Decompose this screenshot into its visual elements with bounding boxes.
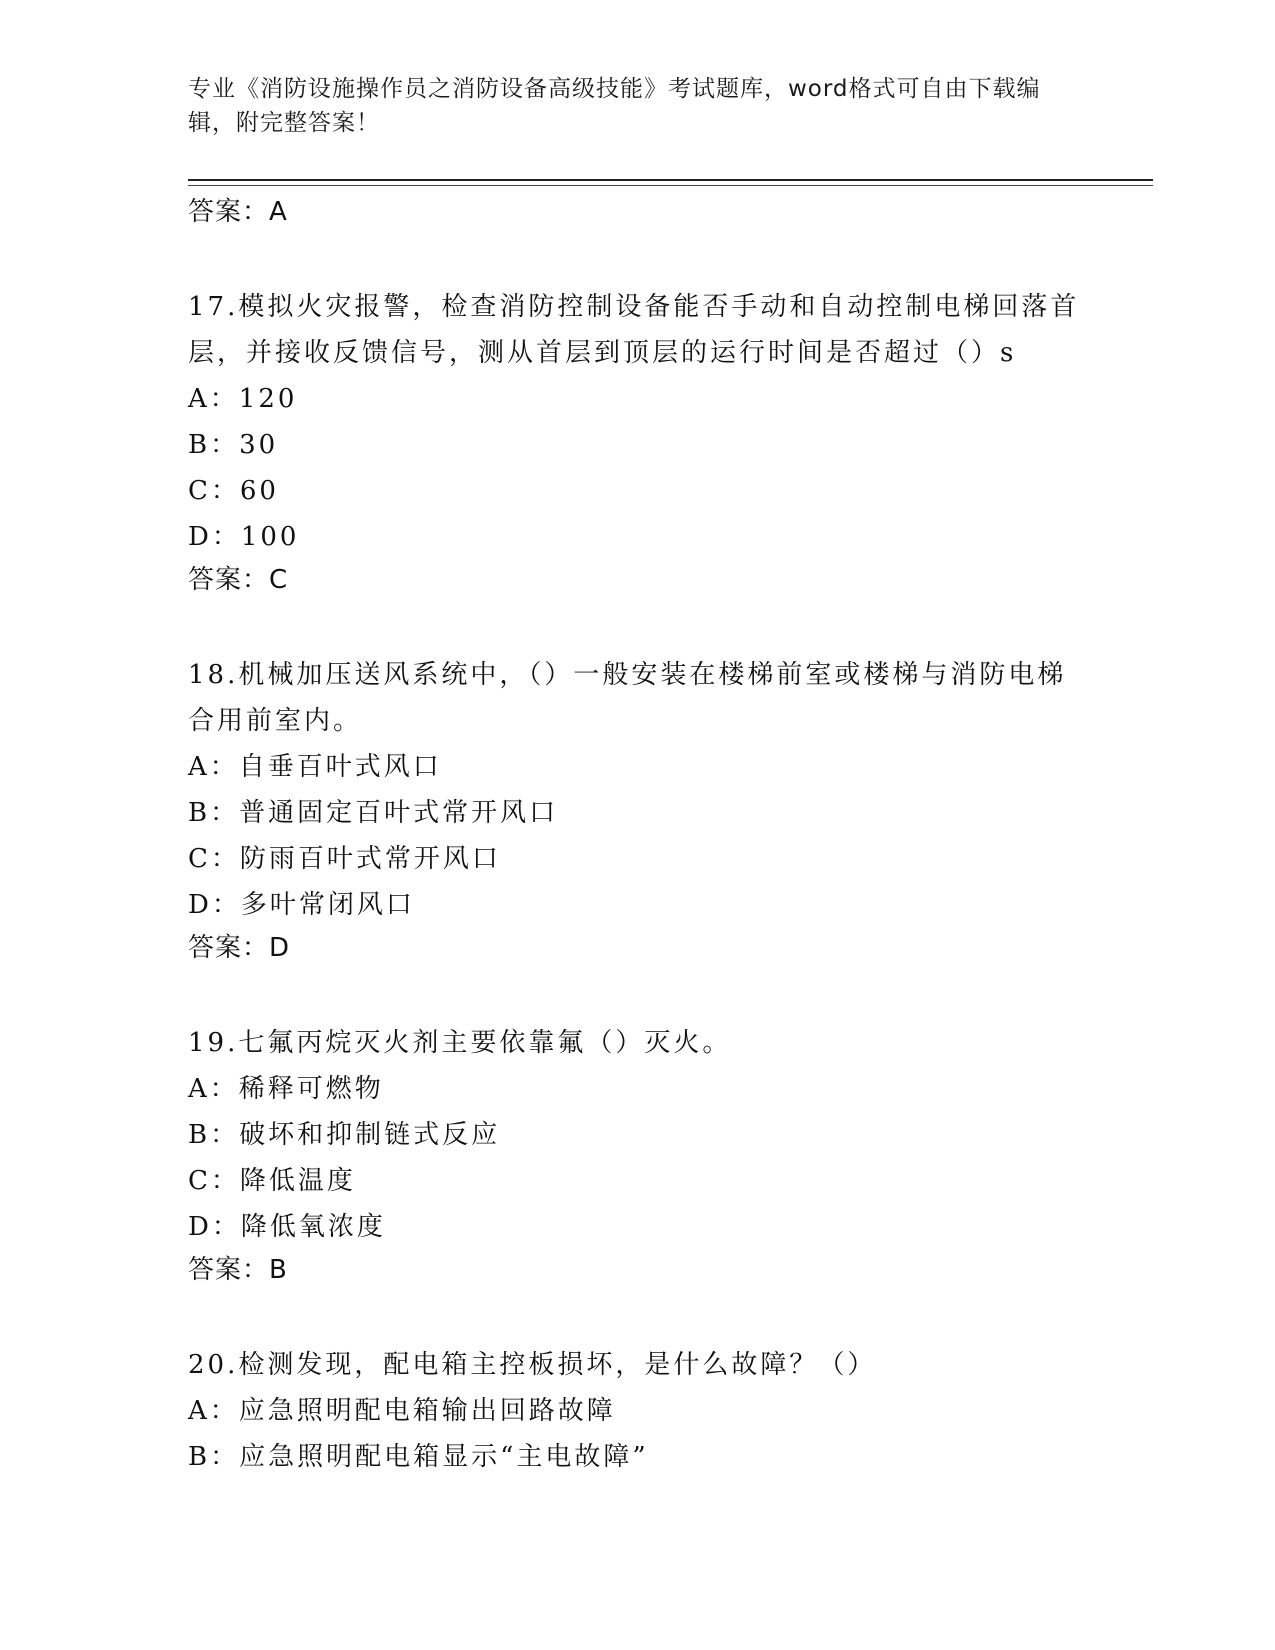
option-b: B：破坏和抑制链式反应 [188,1120,501,1150]
previous-answer: 答案：A [188,197,288,227]
question-stem [188,1342,1088,1388]
question-stem-line-1: 17.模拟火灾报警，检查消防控制设备能否手动和自动控制电梯回落首 [188,292,1080,322]
option-d: D：降低氧浓度 [188,1212,386,1242]
header-divider-thick [188,179,1153,181]
question-17 [188,284,1088,600]
option-a: A：应急照明配电箱输出回路故障 [188,1396,616,1426]
question-18 [188,652,1088,968]
question-20 [188,1342,1088,1480]
option-c: C：防雨百叶式常开风口 [188,844,501,874]
question-list [188,192,1088,1480]
option-b: B：30 [188,430,279,460]
question-19 [188,1020,1088,1290]
question-stem-line-1: 18.机械加压送风系统中，（）一般安装在楼梯前室或楼梯与消防电梯 [188,660,1067,690]
question-stem-line-1: 19.七氟丙烷灭火剂主要依靠氟（）灭火。 [188,1028,732,1058]
answer: 答案：D [188,933,291,963]
option-b: B：普通固定百叶式常开风口 [188,798,559,828]
question-stem [188,284,1088,376]
answer: 答案：C [188,565,289,595]
option-c: C：60 [188,476,279,506]
option-d: D：多叶常闭风口 [188,890,415,920]
header-line-2: 辑，附完整答案！ [188,110,380,136]
question-stem [188,652,1088,744]
option-a: A：自垂百叶式风口 [188,752,442,782]
question-stem-line-1: 20.检测发现，配电箱主控板损坏，是什么故障？（） [188,1350,877,1380]
document-header [188,72,1088,140]
option-a: A：稀释可燃物 [188,1074,384,1104]
question-stem-line-2: 合用前室内。 [188,706,363,736]
question-stem-line-2: 层，并接收反馈信号，测从首层到顶层的运行时间是否超过（）s [188,338,1017,368]
option-d: D：100 [188,522,300,552]
option-a: A：120 [188,384,298,414]
header-divider-thin [188,185,1153,186]
answer: 答案：B [188,1255,288,1285]
header-line-1: 专业《消防设施操作员之消防设备高级技能》考试题库，word格式可自由下载编 [188,76,1041,102]
option-c: C：降低温度 [188,1166,356,1196]
option-b: B：应急照明配电箱显示“主电故障” [188,1442,649,1472]
question-stem [188,1020,1088,1066]
